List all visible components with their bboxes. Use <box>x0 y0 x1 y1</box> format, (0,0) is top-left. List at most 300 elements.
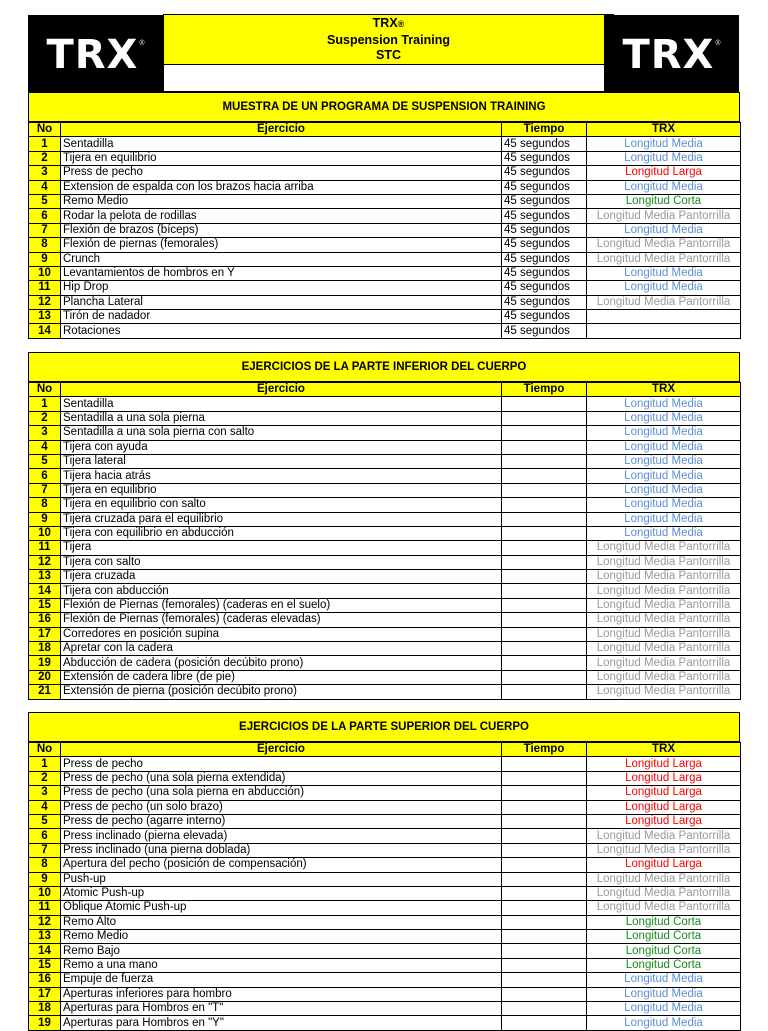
table-row <box>29 209 741 223</box>
row-number: 4 <box>29 440 61 454</box>
row-number: 7 <box>29 483 61 497</box>
exercise-name: Apretar con la cadera <box>61 642 502 656</box>
header-code: STC <box>376 48 401 62</box>
exercise-name: Press inclinado (pierna elevada) <box>61 829 502 843</box>
trx-length: Longitud Media Pantorrilla <box>587 886 741 900</box>
exercise-name: Empuje de fuerza <box>61 973 502 987</box>
trx-length: Longitud Media Pantorrilla <box>587 872 741 886</box>
trx-length: Longitud Media Pantorrilla <box>587 627 741 641</box>
row-number: 6 <box>29 209 61 223</box>
trx-length: Longitud Corta <box>587 915 741 929</box>
header-subtitle: Suspension Training <box>327 32 450 47</box>
exercise-name: Tijera en equilibrio <box>61 151 502 165</box>
section-program <box>28 92 740 339</box>
trx-length: Longitud Media <box>587 266 741 280</box>
table-row <box>29 829 741 843</box>
row-number: 17 <box>29 987 61 1001</box>
row-number: 3 <box>29 426 61 440</box>
exercise-name: Corredores en posición supina <box>61 627 502 641</box>
table-row <box>29 656 741 670</box>
exercise-table <box>28 122 741 339</box>
exercise-name: Tijera cruzada <box>61 570 502 584</box>
row-number: 12 <box>29 295 61 309</box>
document-header <box>163 14 614 65</box>
trx-length: Longitud Larga <box>587 757 741 771</box>
row-number: 5 <box>29 454 61 468</box>
exercise-name: Press de pecho <box>61 166 502 180</box>
exercise-name: Aperturas inferiores para hombro <box>61 987 502 1001</box>
table-header-row <box>29 123 741 137</box>
trx-length: Longitud Media <box>587 1016 741 1030</box>
exercise-name: Apertura del pecho (posición de compensación) <box>61 858 502 872</box>
time-value <box>502 670 587 684</box>
table-row <box>29 800 741 814</box>
row-number: 14 <box>29 324 61 338</box>
row-number: 5 <box>29 814 61 828</box>
trx-length: Longitud Media Pantorrilla <box>587 843 741 857</box>
time-value: 45 segundos <box>502 137 587 151</box>
time-value <box>502 598 587 612</box>
row-number: 8 <box>29 498 61 512</box>
exercise-name: Extensión de cadera libre (de pie) <box>61 670 502 684</box>
time-value <box>502 858 587 872</box>
row-number: 3 <box>29 786 61 800</box>
exercise-name: Levantamientos de hombros en Y <box>61 266 502 280</box>
exercise-name: Remo a una mano <box>61 958 502 972</box>
row-number: 21 <box>29 685 61 699</box>
table-row <box>29 512 741 526</box>
trx-length: Longitud Media <box>587 498 741 512</box>
exercise-name: Press inclinado (una pierna doblada) <box>61 843 502 857</box>
table-row <box>29 541 741 555</box>
table-row <box>29 238 741 252</box>
exercise-name: Hip Drop <box>61 281 502 295</box>
table-row <box>29 584 741 598</box>
trx-length: Longitud Corta <box>587 944 741 958</box>
time-value <box>502 483 587 497</box>
row-number: 1 <box>29 137 61 151</box>
col-header-tiempo: Tiempo <box>502 743 587 757</box>
table-row <box>29 642 741 656</box>
exercise-name: Aperturas para Hombros en "Y" <box>61 1016 502 1030</box>
time-value <box>502 685 587 699</box>
row-number: 10 <box>29 886 61 900</box>
exercise-name: Plancha Lateral <box>61 295 502 309</box>
row-number: 2 <box>29 411 61 425</box>
trx-length: Longitud Media <box>587 526 741 540</box>
exercise-name: Press de pecho <box>61 757 502 771</box>
trx-length: Longitud Media <box>587 397 741 411</box>
table-row <box>29 324 741 338</box>
col-header-trx: TRX <box>587 123 741 137</box>
exercise-name: Atomic Push-up <box>61 886 502 900</box>
time-value: 45 segundos <box>502 223 587 237</box>
trx-length: Longitud Media <box>587 281 741 295</box>
time-value <box>502 397 587 411</box>
row-number: 16 <box>29 613 61 627</box>
time-value <box>502 613 587 627</box>
time-value: 45 segundos <box>502 324 587 338</box>
time-value <box>502 958 587 972</box>
table-row <box>29 397 741 411</box>
trx-length: Longitud Media <box>587 426 741 440</box>
time-value <box>502 814 587 828</box>
trx-length: Longitud Media Pantorrilla <box>587 656 741 670</box>
exercise-name: Tijera con salto <box>61 555 502 569</box>
table-row <box>29 901 741 915</box>
section-upper-body <box>28 712 740 1031</box>
table-header-row <box>29 383 741 397</box>
exercise-name: Tijera lateral <box>61 454 502 468</box>
time-value <box>502 426 587 440</box>
section-title: MUESTRA DE UN PROGRAMA DE SUSPENSION TRAINING <box>28 92 740 122</box>
time-value <box>502 512 587 526</box>
table-row <box>29 843 741 857</box>
table-row <box>29 598 741 612</box>
header-blank-field <box>163 64 614 92</box>
row-number: 14 <box>29 584 61 598</box>
table-row <box>29 987 741 1001</box>
row-number: 13 <box>29 310 61 324</box>
exercise-name: Press de pecho (agarre interno) <box>61 814 502 828</box>
table-row <box>29 670 741 684</box>
table-row <box>29 915 741 929</box>
trx-length: Longitud Media Pantorrilla <box>587 685 741 699</box>
row-number: 13 <box>29 570 61 584</box>
section-title: EJERCICIOS DE LA PARTE INFERIOR DEL CUERPO <box>28 352 740 382</box>
col-header-tiempo: Tiempo <box>502 123 587 137</box>
table-row <box>29 872 741 886</box>
exercise-name: Aperturas para Hombros en "T" <box>61 1002 502 1016</box>
row-number: 15 <box>29 598 61 612</box>
exercise-name: Tijera con ayuda <box>61 440 502 454</box>
row-number: 4 <box>29 180 61 194</box>
exercise-table <box>28 382 741 700</box>
col-header-trx: TRX <box>587 743 741 757</box>
table-row <box>29 555 741 569</box>
exercise-name: Extensión de pierna (posición decúbito prono) <box>61 685 502 699</box>
time-value <box>502 987 587 1001</box>
time-value <box>502 973 587 987</box>
logo-text: TRX <box>46 32 139 78</box>
trx-length <box>587 310 741 324</box>
row-number: 11 <box>29 541 61 555</box>
exercise-name: Abducción de cadera (posición decúbito prono) <box>61 656 502 670</box>
trx-length: Longitud Media Pantorrilla <box>587 209 741 223</box>
table-row <box>29 973 741 987</box>
time-value <box>502 1002 587 1016</box>
row-number: 10 <box>29 526 61 540</box>
exercise-table <box>28 742 741 1031</box>
trx-length: Longitud Media Pantorrilla <box>587 901 741 915</box>
row-number: 1 <box>29 757 61 771</box>
trx-length: Longitud Media <box>587 137 741 151</box>
registered-mark: ® <box>715 39 721 47</box>
time-value <box>502 440 587 454</box>
row-number: 11 <box>29 901 61 915</box>
row-number: 14 <box>29 944 61 958</box>
time-value <box>502 930 587 944</box>
exercise-name: Tirón de nadador <box>61 310 502 324</box>
trx-length: Longitud Media Pantorrilla <box>587 541 741 555</box>
exercise-name: Tijera <box>61 541 502 555</box>
col-header-trx: TRX <box>587 383 741 397</box>
col-header-ejercicio: Ejercicio <box>61 123 502 137</box>
time-value <box>502 411 587 425</box>
header-reg-mark: ® <box>397 19 405 29</box>
row-number: 19 <box>29 1016 61 1030</box>
table-row <box>29 151 741 165</box>
table-row <box>29 252 741 266</box>
exercise-name: Tijera con abducción <box>61 584 502 598</box>
exercise-name: Push-up <box>61 872 502 886</box>
time-value <box>502 771 587 785</box>
trx-length: Longitud Media Pantorrilla <box>587 555 741 569</box>
trx-length: Longitud Larga <box>587 814 741 828</box>
time-value: 45 segundos <box>502 295 587 309</box>
trx-length: Longitud Corta <box>587 958 741 972</box>
table-row <box>29 426 741 440</box>
table-row <box>29 1002 741 1016</box>
row-number: 18 <box>29 1002 61 1016</box>
time-value <box>502 541 587 555</box>
row-number: 20 <box>29 670 61 684</box>
exercise-name: Crunch <box>61 252 502 266</box>
trx-length: Longitud Larga <box>587 800 741 814</box>
col-header-tiempo: Tiempo <box>502 383 587 397</box>
time-value <box>502 570 587 584</box>
time-value <box>502 584 587 598</box>
time-value <box>502 469 587 483</box>
table-row <box>29 310 741 324</box>
time-value: 45 segundos <box>502 180 587 194</box>
trx-length: Longitud Larga <box>587 166 741 180</box>
table-row <box>29 570 741 584</box>
table-row <box>29 498 741 512</box>
table-row <box>29 814 741 828</box>
table-row <box>29 454 741 468</box>
row-number: 11 <box>29 281 61 295</box>
trx-length: Longitud Media <box>587 1002 741 1016</box>
trx-length: Longitud Media Pantorrilla <box>587 238 741 252</box>
header-line1: TRX <box>372 16 398 30</box>
time-value <box>502 1016 587 1030</box>
exercise-name: Remo Medio <box>61 930 502 944</box>
exercise-name: Remo Medio <box>61 194 502 208</box>
logo-text: TRX <box>622 32 715 78</box>
trx-length: Longitud Media Pantorrilla <box>587 598 741 612</box>
time-value <box>502 627 587 641</box>
trx-length: Longitud Media Pantorrilla <box>587 670 741 684</box>
row-number: 9 <box>29 872 61 886</box>
time-value: 45 segundos <box>502 151 587 165</box>
section-lower-body <box>28 352 740 700</box>
row-number: 18 <box>29 642 61 656</box>
time-value: 45 segundos <box>502 166 587 180</box>
row-number: 7 <box>29 223 61 237</box>
table-row <box>29 958 741 972</box>
time-value <box>502 915 587 929</box>
trx-length: Longitud Media <box>587 440 741 454</box>
exercise-name: Press de pecho (un solo brazo) <box>61 800 502 814</box>
trx-length: Longitud Media <box>587 512 741 526</box>
table-row <box>29 1016 741 1030</box>
table-row <box>29 526 741 540</box>
table-row <box>29 469 741 483</box>
row-number: 3 <box>29 166 61 180</box>
exercise-name: Sentadilla <box>61 137 502 151</box>
table-row <box>29 886 741 900</box>
row-number: 8 <box>29 858 61 872</box>
exercise-name: Press de pecho (una sola pierna extendida) <box>61 771 502 785</box>
exercise-name: Remo Alto <box>61 915 502 929</box>
row-number: 4 <box>29 800 61 814</box>
trx-length: Longitud Media <box>587 454 741 468</box>
exercise-name: Tijera hacia atrás <box>61 469 502 483</box>
table-row <box>29 440 741 454</box>
row-number: 6 <box>29 829 61 843</box>
exercise-name: Oblique Atomic Push-up <box>61 901 502 915</box>
trx-length: Longitud Corta <box>587 194 741 208</box>
time-value: 45 segundos <box>502 266 587 280</box>
table-row <box>29 137 741 151</box>
exercise-name: Tijera con equilibrio en abducción <box>61 526 502 540</box>
table-row <box>29 771 741 785</box>
table-row <box>29 166 741 180</box>
table-row <box>29 685 741 699</box>
time-value <box>502 656 587 670</box>
table-row <box>29 411 741 425</box>
registered-mark: ® <box>139 39 145 47</box>
row-number: 12 <box>29 555 61 569</box>
table-row <box>29 930 741 944</box>
time-value <box>502 555 587 569</box>
header-brand <box>164 16 613 33</box>
row-number: 5 <box>29 194 61 208</box>
row-number: 12 <box>29 915 61 929</box>
table-row <box>29 627 741 641</box>
trx-length: Longitud Media Pantorrilla <box>587 642 741 656</box>
trx-length: Longitud Media Pantorrilla <box>587 584 741 598</box>
trx-length: Longitud Media <box>587 411 741 425</box>
row-number: 7 <box>29 843 61 857</box>
table-row <box>29 786 741 800</box>
trx-length: Longitud Media Pantorrilla <box>587 829 741 843</box>
col-header-no: No <box>29 743 61 757</box>
exercise-name: Rodar la pelota de rodillas <box>61 209 502 223</box>
time-value <box>502 498 587 512</box>
row-number: 2 <box>29 771 61 785</box>
trx-length: Longitud Media <box>587 223 741 237</box>
trx-length: Longitud Media <box>587 973 741 987</box>
row-number: 2 <box>29 151 61 165</box>
trx-logo-right <box>604 15 739 95</box>
trx-length: Longitud Media <box>587 483 741 497</box>
exercise-name: Rotaciones <box>61 324 502 338</box>
time-value: 45 segundos <box>502 194 587 208</box>
time-value: 45 segundos <box>502 238 587 252</box>
row-number: 6 <box>29 469 61 483</box>
trx-length: Longitud Media <box>587 469 741 483</box>
trx-length: Longitud Media Pantorrilla <box>587 570 741 584</box>
trx-length: Longitud Media Pantorrilla <box>587 613 741 627</box>
trx-length: Longitud Larga <box>587 771 741 785</box>
table-row <box>29 180 741 194</box>
exercise-name: Flexión de Piernas (femorales) (caderas en el suelo) <box>61 598 502 612</box>
time-value: 45 segundos <box>502 281 587 295</box>
time-value <box>502 800 587 814</box>
time-value <box>502 901 587 915</box>
trx-length: Longitud Larga <box>587 786 741 800</box>
exercise-name: Sentadilla a una sola pierna <box>61 411 502 425</box>
col-header-no: No <box>29 383 61 397</box>
trx-length: Longitud Media <box>587 151 741 165</box>
time-value <box>502 886 587 900</box>
table-row <box>29 483 741 497</box>
time-value: 45 segundos <box>502 310 587 324</box>
time-value: 45 segundos <box>502 252 587 266</box>
time-value <box>502 526 587 540</box>
row-number: 10 <box>29 266 61 280</box>
row-number: 17 <box>29 627 61 641</box>
exercise-name: Press de pecho (una sola pierna en abducción) <box>61 786 502 800</box>
table-row <box>29 944 741 958</box>
row-number: 19 <box>29 656 61 670</box>
time-value: 45 segundos <box>502 209 587 223</box>
trx-length: Longitud Media Pantorrilla <box>587 295 741 309</box>
col-header-ejercicio: Ejercicio <box>61 743 502 757</box>
exercise-name: Flexión de brazos (bíceps) <box>61 223 502 237</box>
table-row <box>29 757 741 771</box>
row-number: 8 <box>29 238 61 252</box>
row-number: 16 <box>29 973 61 987</box>
trx-length: Longitud Media Pantorrilla <box>587 252 741 266</box>
table-row <box>29 295 741 309</box>
section-title: EJERCICIOS DE LA PARTE SUPERIOR DEL CUERPO <box>28 712 740 742</box>
table-row <box>29 223 741 237</box>
col-header-no: No <box>29 123 61 137</box>
exercise-name: Sentadilla a una sola pierna con salto <box>61 426 502 440</box>
time-value <box>502 944 587 958</box>
exercise-name: Remo Bajo <box>61 944 502 958</box>
exercise-name: Flexión de piernas (femorales) <box>61 238 502 252</box>
row-number: 9 <box>29 252 61 266</box>
exercise-name: Extension de espalda con los brazos hacia arriba <box>61 180 502 194</box>
table-row <box>29 281 741 295</box>
row-number: 1 <box>29 397 61 411</box>
table-row <box>29 194 741 208</box>
table-header-row <box>29 743 741 757</box>
table-row <box>29 858 741 872</box>
row-number: 15 <box>29 958 61 972</box>
exercise-name: Tijera cruzada para el equilibrio <box>61 512 502 526</box>
trx-length: Longitud Corta <box>587 930 741 944</box>
trx-length: Longitud Media <box>587 987 741 1001</box>
table-row <box>29 613 741 627</box>
time-value <box>502 872 587 886</box>
time-value <box>502 642 587 656</box>
trx-length: Longitud Media <box>587 180 741 194</box>
exercise-name: Tijera en equilibrio con salto <box>61 498 502 512</box>
row-number: 9 <box>29 512 61 526</box>
trx-length: Longitud Larga <box>587 858 741 872</box>
exercise-name: Sentadilla <box>61 397 502 411</box>
time-value <box>502 454 587 468</box>
trx-length <box>587 324 741 338</box>
time-value <box>502 829 587 843</box>
time-value <box>502 843 587 857</box>
exercise-name: Flexión de Piernas (femorales) (caderas elevadas) <box>61 613 502 627</box>
